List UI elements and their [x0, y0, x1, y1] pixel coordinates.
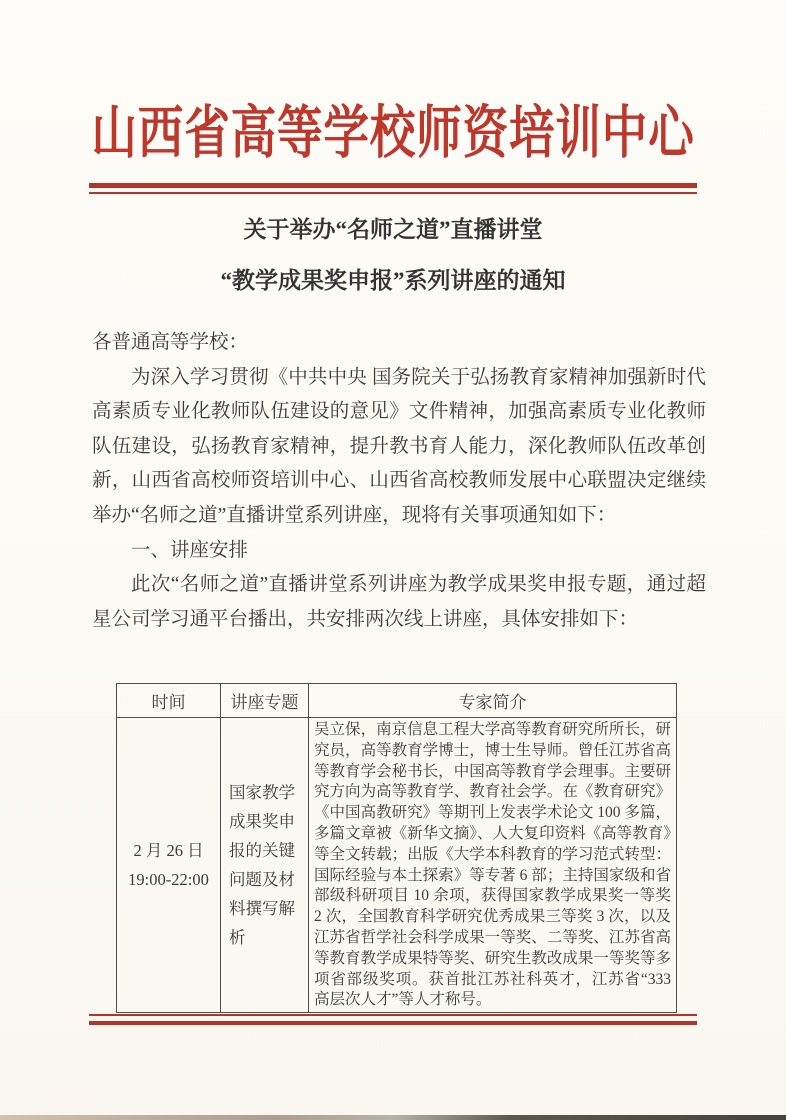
footer-double-rule	[89, 1014, 697, 1025]
section-heading: 一、讲座安排	[131, 539, 249, 561]
letterhead-double-rule	[89, 183, 697, 194]
rule-thick	[89, 183, 697, 188]
time-cell	[117, 718, 221, 1013]
rule-thin	[89, 192, 697, 194]
table-header-row	[117, 684, 677, 718]
scan-edge-shadow	[0, 1115, 786, 1120]
time-date: 2 月 26 日	[133, 841, 204, 860]
column-header-expert: 专家简介	[309, 684, 677, 718]
intro-paragraph: 为深入学习贯彻《中共中央 国务院关于弘扬教育家精神加强新时代高素质专业化教师队伍建设的意见》文件精神，加强高素质专业化教师队伍建设，弘扬教育家精神，提升教书育人能力，深化教师队伍改革创新，山西省高校师资培训中心、山西省高校教师发展中心联盟决定继续举办“名师之道”直播讲堂系列讲座，现将有关事项通知如下：	[92, 366, 706, 526]
document-title	[0, 204, 786, 306]
rule-thin	[89, 1014, 697, 1016]
letterhead-org-title: 山西省高等学校师资培训中心	[91, 102, 695, 165]
column-header-time: 时间	[117, 684, 221, 718]
document-body	[92, 326, 706, 637]
time-range: 19:00-22:00	[128, 870, 209, 889]
schedule-table	[116, 683, 677, 1013]
expert-bio-text: 吴立保，南京信息工程大学高等教育研究所所长，研究员，高等教育学博士，博士生导师。曾任江苏省高等教育学会秘书长，中国高等教育学会理事。主要研究方向为高等教育学、教育社会学。在《教育研究》《中国高教研究》等期刊上发表学术论文 100 多篇，多篇文章被《新华文摘》、人大复印资料《高等教育》等全文转载；出版《大学本科教育的学习范式转型：国际经验与本土探索》等专著 6 部；主持国家级和省部级科研项目 10 余项，获得国家教学成果奖一等奖 2 次，全国教育科学研究优秀成果三等奖 3 次，以及江苏省哲学社会科学成果一等奖、二等奖、江苏省高等教育教学成果特等奖、研究生教改成果一等奖等多项省部级奖项。获首批江苏社科英才，江苏省“333 高层次人才”等人才称号。	[314, 721, 671, 1009]
salutation: 各普通高等学校：	[92, 332, 249, 353]
topic-cell: 国家教学成果奖申报的关键问题及材料撰写解析	[221, 718, 309, 1013]
document-title-line1: 关于举办“名师之道”直播讲堂	[243, 217, 543, 242]
document-title-line2: “教学成果奖申报”系列讲座的通知	[220, 268, 566, 293]
arrangement-paragraph: 此次“名师之道”直播讲堂系列讲座为教学成果奖申报专题，通过超星公司学习通平台播出，共安排两次线上讲座，具体安排如下：	[92, 574, 706, 630]
rule-thick	[89, 1021, 697, 1026]
expert-bio-cell	[309, 718, 677, 1013]
column-header-topic: 讲座专题	[221, 684, 309, 718]
table-row	[117, 718, 677, 1013]
